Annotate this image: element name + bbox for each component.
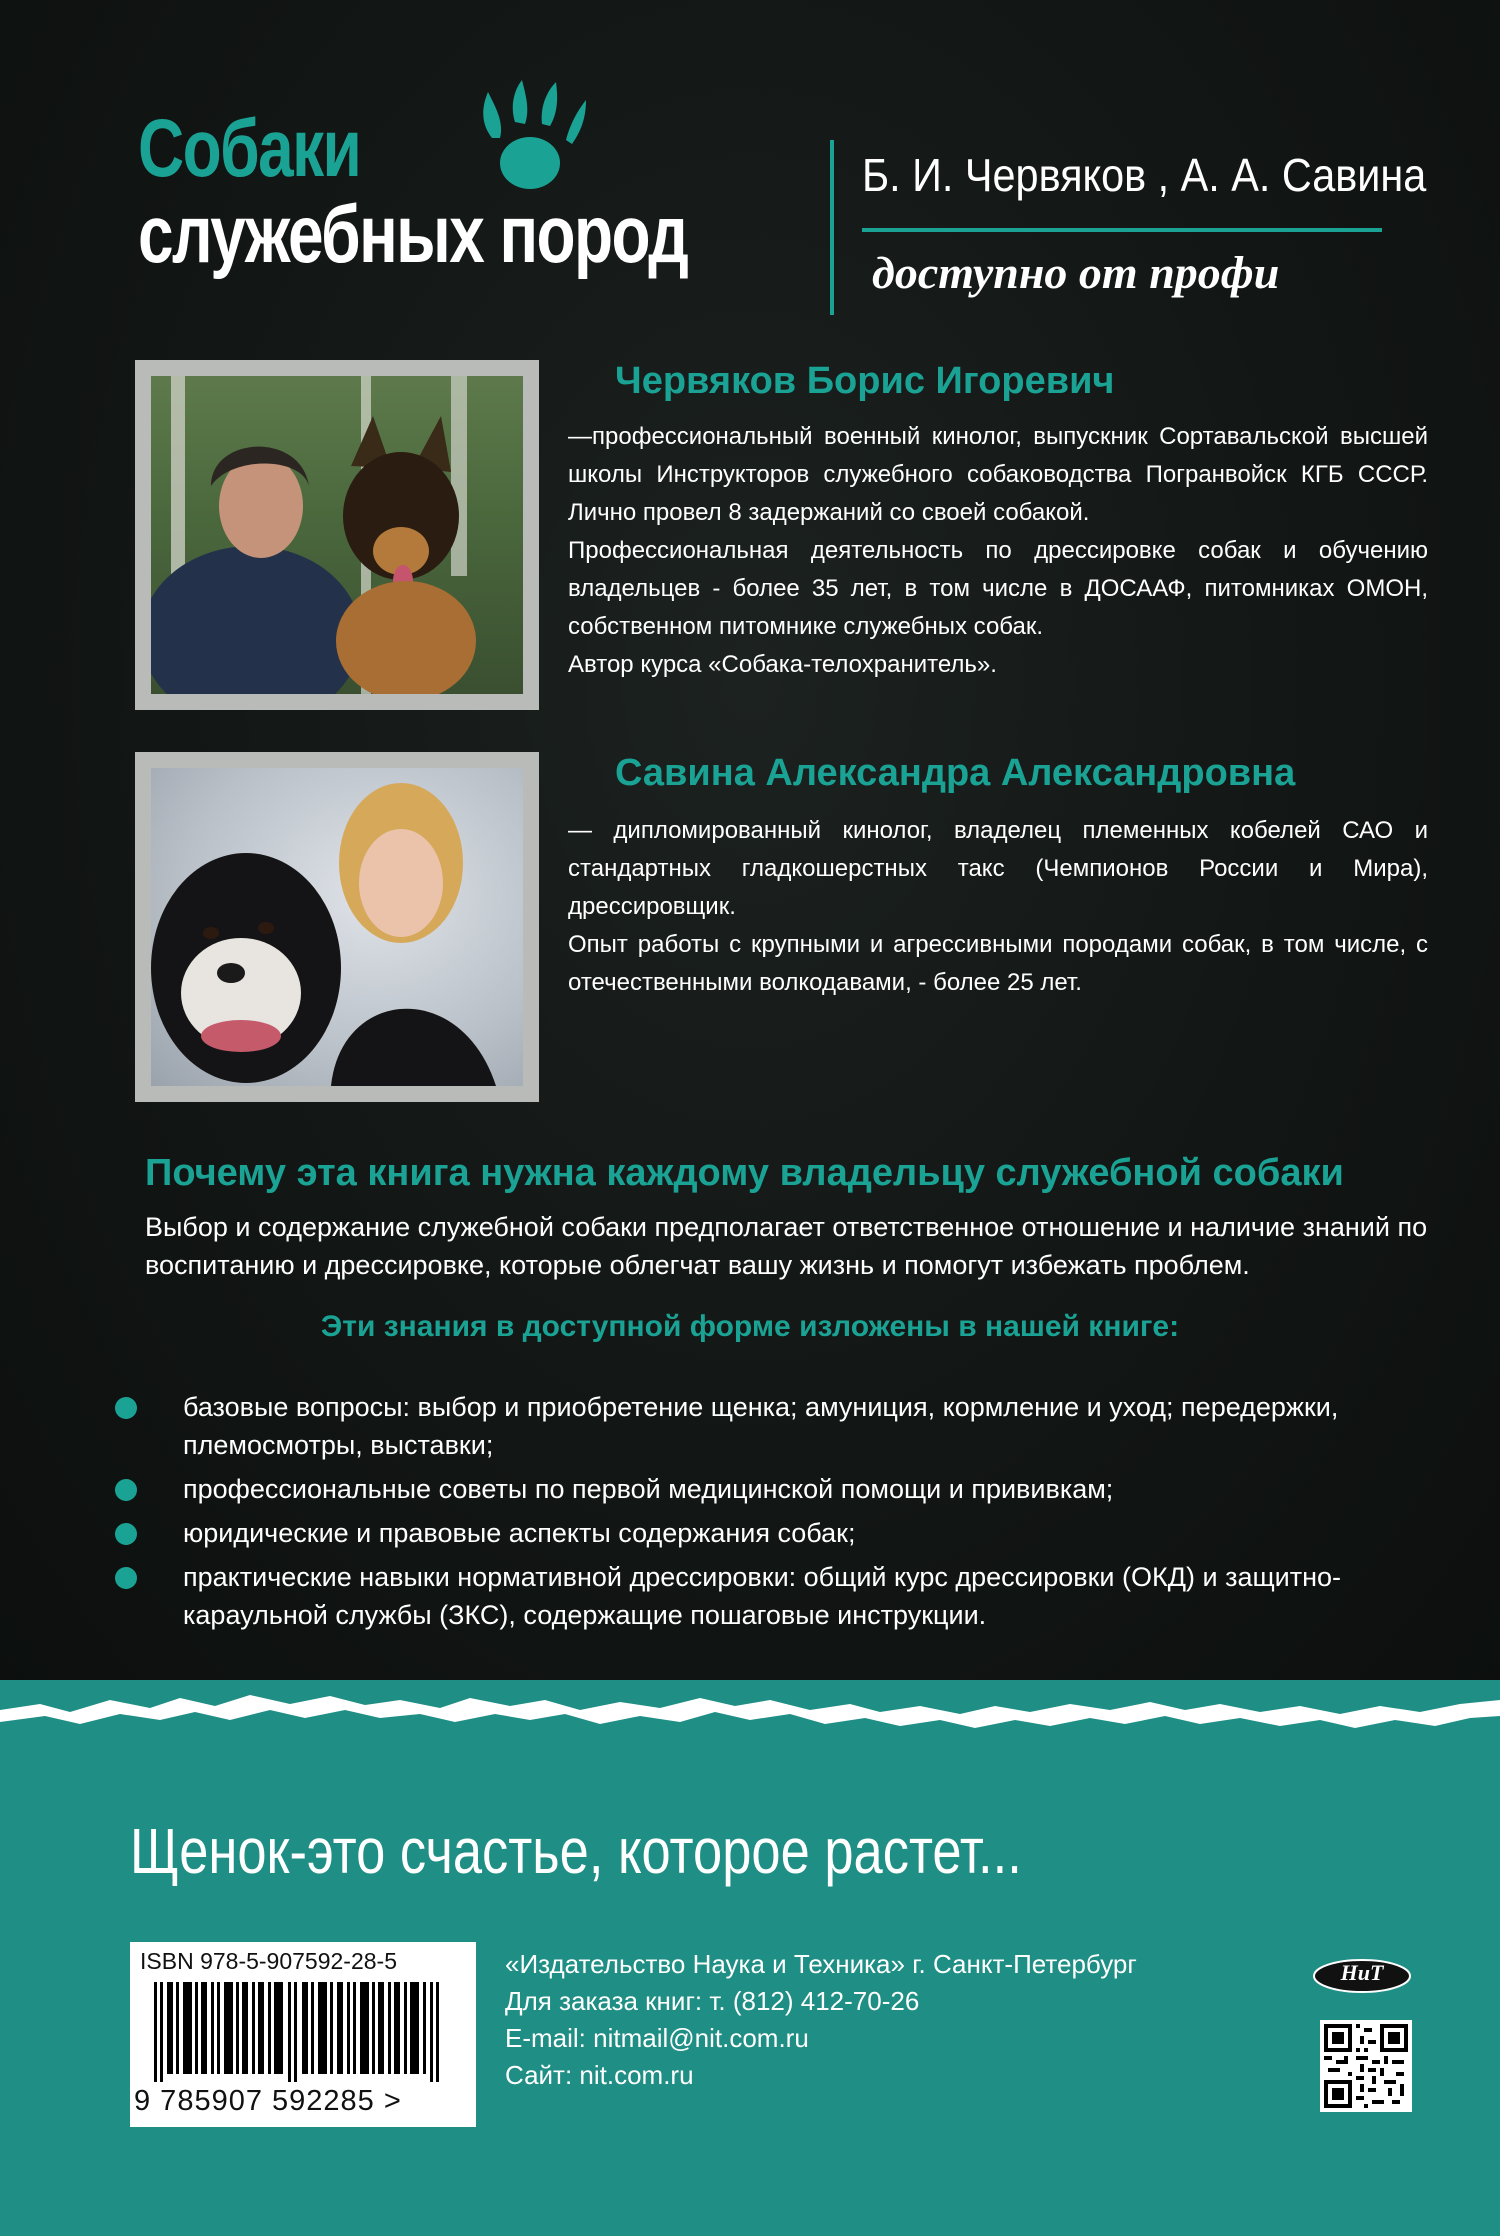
author1-bio-p3: Автор курса «Собака-телохранитель». — [568, 651, 997, 678]
author2-bio-p2: Опыт работы с крупными и агрессивными породами собак, в том числе, с отечественными волкодавами, - более 25 лет. — [568, 931, 1428, 996]
list-item — [115, 1470, 1425, 1508]
author1-bio-p2: Профессиональная деятельность по дрессировке собак и обучению владельцев - более 35 лет, в том числе в ДОСААФ, питомниках ОМОН, собственном питомнике служебных собак. — [568, 537, 1428, 640]
list-item-text: профессиональные советы по первой медицинской помощи и прививкам; — [183, 1474, 1114, 1504]
qr-code-icon — [1324, 2024, 1408, 2108]
list-item-text: практические навыки нормативной дрессировки: общий курс дрессировки (ОКД) и защитно-караульной службы (ЗКС), содержащие пошаговые инструкции. — [183, 1562, 1342, 1630]
title-line2: служебных пород — [138, 189, 688, 280]
list-item — [115, 1388, 1425, 1464]
bullet-dot — [115, 1567, 137, 1589]
logo-text: НиТ — [1340, 1960, 1384, 1985]
order-phone: Для заказа книг: т. (812) 412-70-26 — [505, 1986, 920, 2016]
header-rule — [862, 228, 1382, 232]
publisher-logo — [1312, 1950, 1412, 1994]
author1-name: Червяков Борис Игоревич — [615, 360, 1115, 402]
isbn-barcode — [130, 1942, 476, 2127]
author1-photo-illustration — [151, 376, 523, 694]
cover-slogan: доступно от профи — [872, 247, 1280, 298]
author2-name: Савина Александра Александровна — [615, 752, 1296, 794]
author2-photo — [135, 752, 539, 1102]
feature-list — [115, 1388, 1425, 1634]
bullet-dot — [115, 1523, 137, 1545]
author1-bio — [568, 418, 1428, 684]
paw-icon — [470, 78, 590, 203]
knowledge-heading: Эти знания в доступной форме изложены в нашей книге: — [320, 1310, 1180, 1343]
list-item — [115, 1514, 1425, 1552]
list-item-text: базовые вопросы: выбор и приобретение щенка; амуниция, кормление и уход; передержки, племосмотры, выставки; — [183, 1392, 1339, 1460]
torn-paper-edge — [0, 1660, 1500, 1780]
email: E-mail: nitmail@nit.com.ru — [505, 2023, 809, 2053]
cover-authors: Б. И. Червяков , А. А. Савина — [862, 149, 1427, 201]
publisher-contacts — [505, 1946, 1137, 2094]
author1-bio-p1: —профессиональный военный кинолог, выпускник Сортавальской высшей школы Инструкторов служебного собаководства Погранвойск КГБ СССР. Лично провел 8 задержаний со своей собакой. — [568, 423, 1428, 526]
tagline: Щенок-это счастье, которое растет... — [130, 1815, 1022, 1887]
title-line1: Собаки — [138, 103, 361, 194]
bullet-dot — [115, 1397, 137, 1419]
why-text: Выбор и содержание служебной собаки предполагает ответственное отношение и наличие знаний по воспитанию и дрессировке, которые облегчат вашу жизнь и помогут избежать проблем. — [145, 1212, 1428, 1280]
header-divider — [830, 140, 834, 315]
publisher-name: «Издательство Наука и Техника» г. Санкт-Петербург — [505, 1949, 1137, 1979]
author2-bio — [568, 812, 1428, 1002]
website: Сайт: nit.com.ru — [505, 2060, 694, 2090]
qr-code — [1320, 2020, 1412, 2112]
list-item — [115, 1558, 1425, 1634]
isbn-label: ISBN 978-5-907592-28-5 — [140, 1948, 397, 1974]
author2-photo-illustration — [151, 768, 523, 1086]
list-item-text: юридические и правовые аспекты содержания собак; — [183, 1518, 856, 1548]
barcode-icon — [140, 1982, 466, 2082]
bullet-dot — [115, 1479, 137, 1501]
author2-bio-p1: — дипломированный кинолог, владелец племенных кобелей САО и стандартных гладкошерстных такс (Чемпионов России и Мира), дрессировщик. — [568, 817, 1428, 920]
why-heading: Почему эта книга нужна каждому владельцу служебной собаки — [145, 1152, 1344, 1194]
author1-photo — [135, 360, 539, 710]
ean-digits: 9 785907 592285 > — [134, 2085, 402, 2117]
